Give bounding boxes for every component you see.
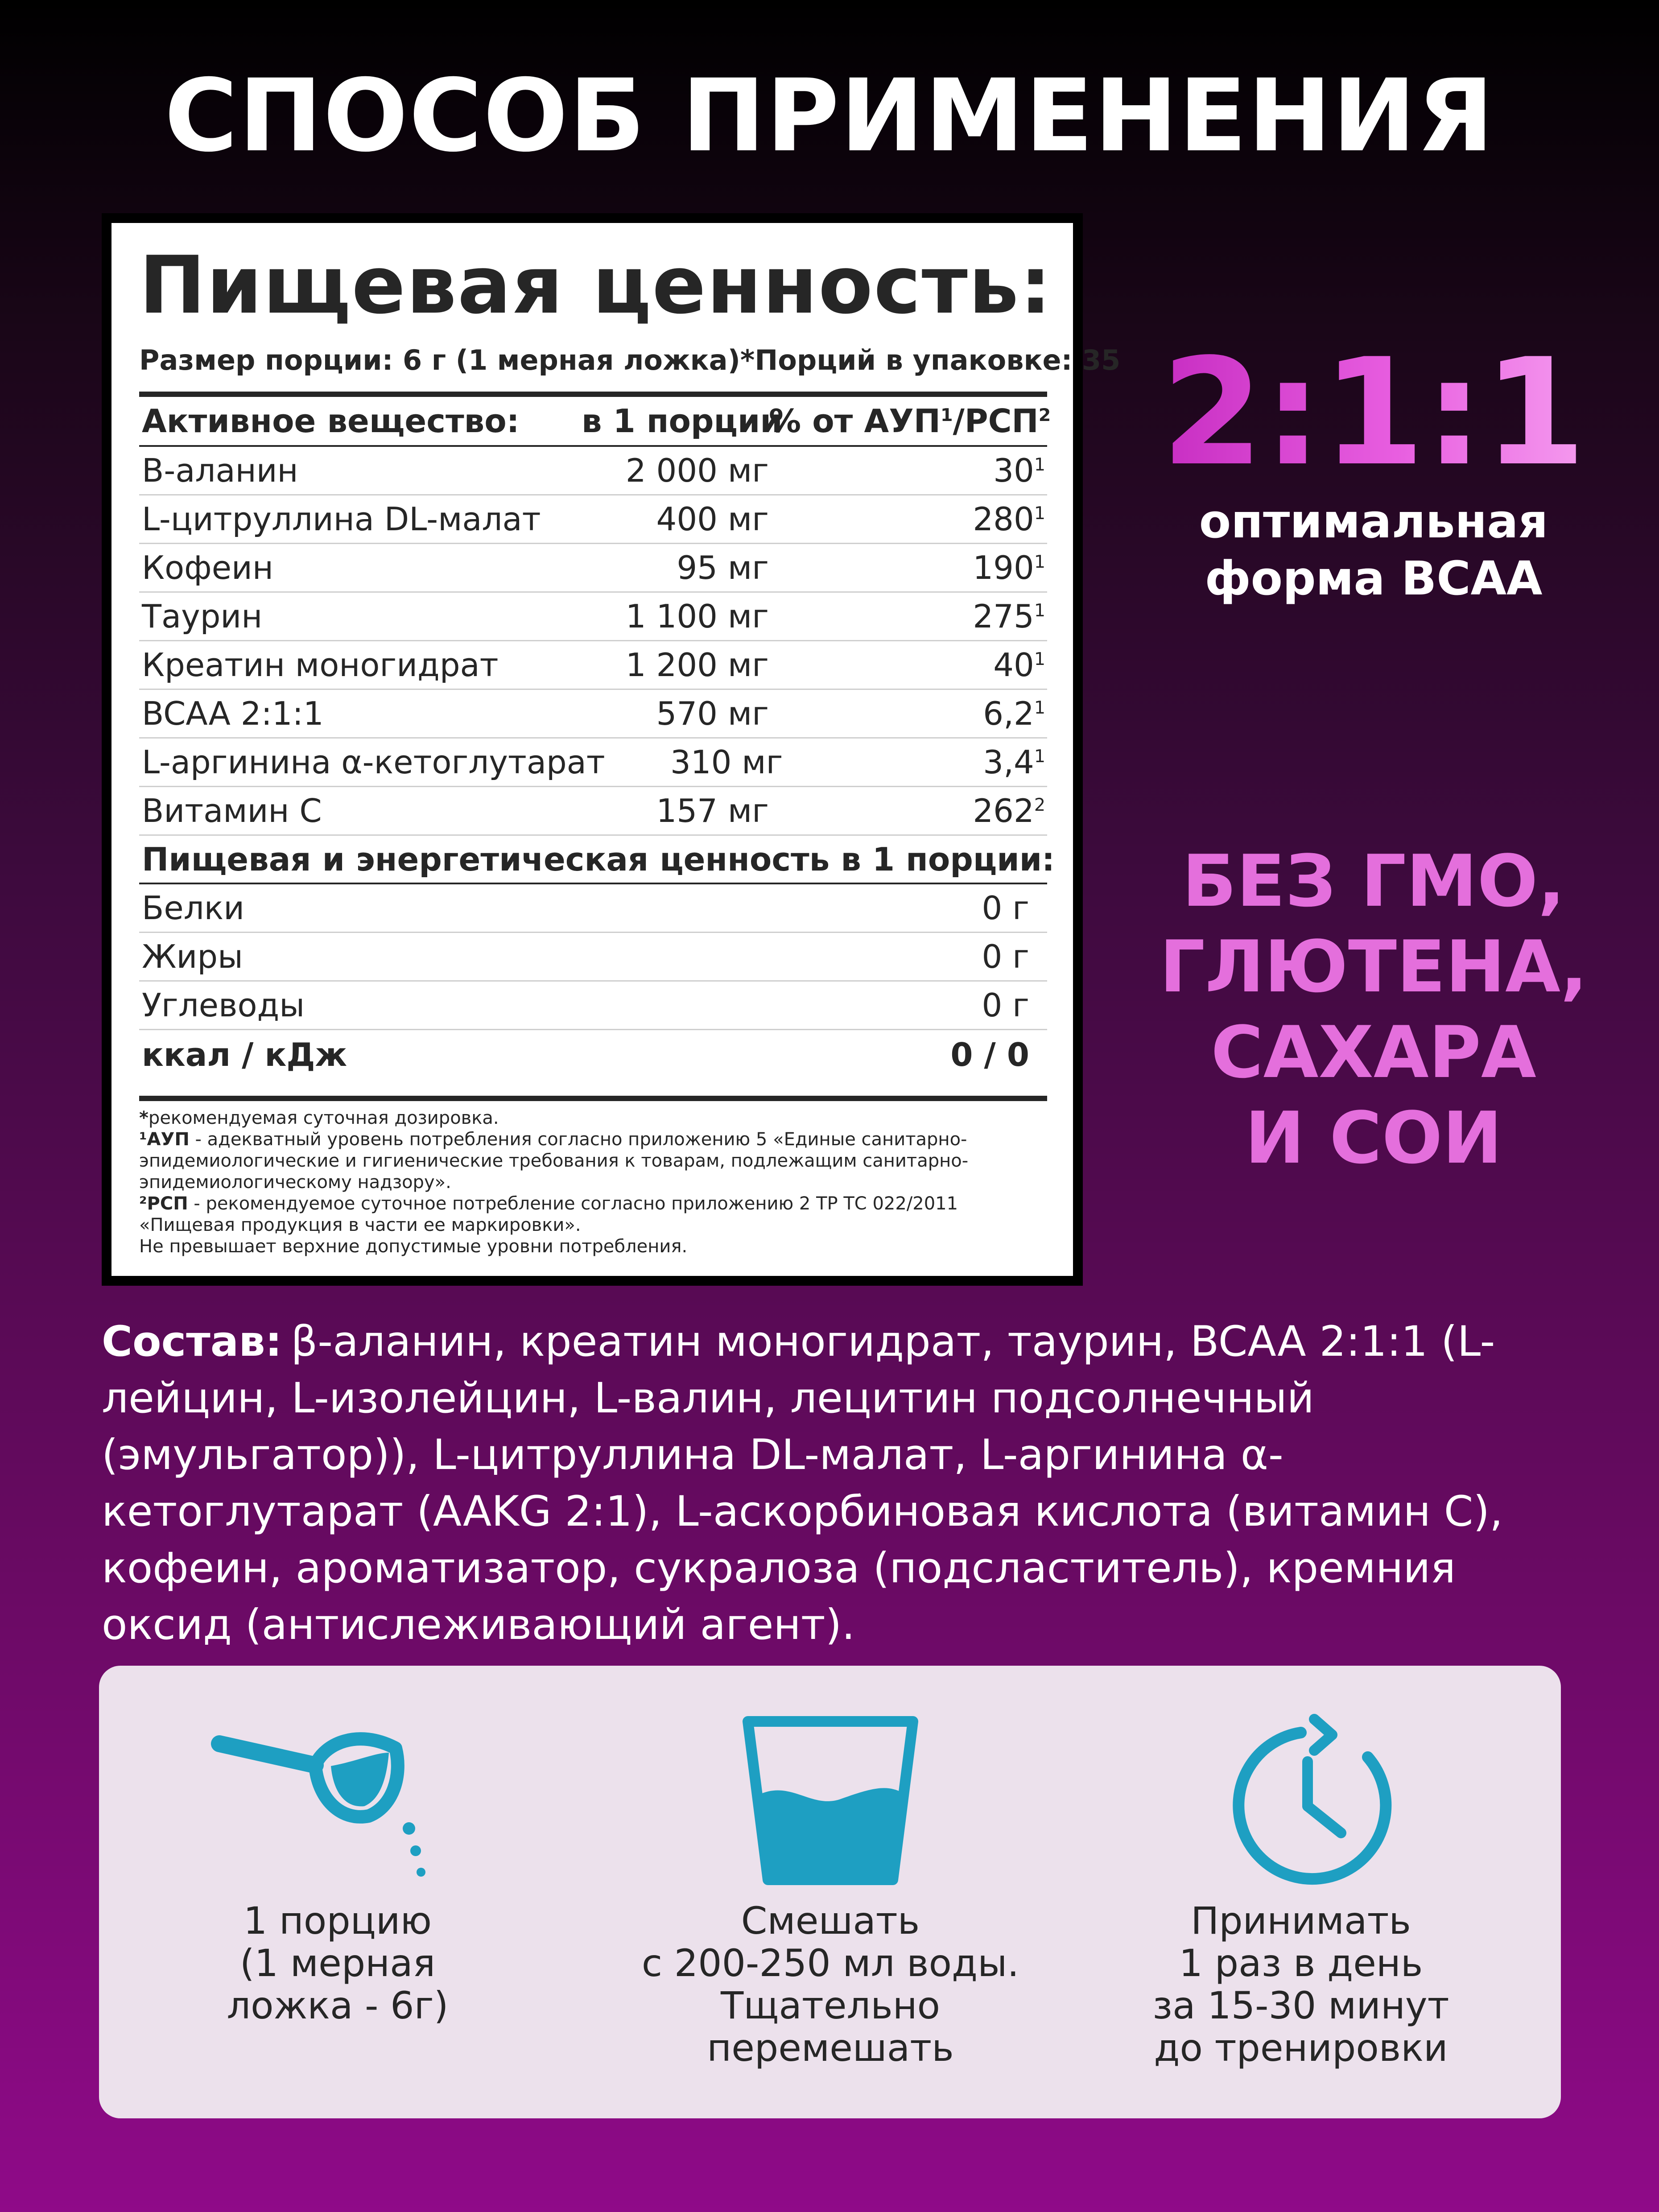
composition-text: β-аланин, креатин моногидрат, таурин, BCAA 2:1:1 (L-лейцин, L-изолейцин, L-валин, лецитин подсолнечный (эмульгатор)), L-цитруллина DL-малат, L-аргинина α-кетоглутарат (AAKG 2:1), L-аскорбиновая кислота (витамин С), кофеин, ароматизатор, сукралоза (подсластитель), кремния оксид (антислеживающий агент). (102, 1317, 1503, 1649)
table-row: Жиры 0 г (139, 933, 1047, 982)
table-row: Витамин С 157 мг $262^2$ (139, 787, 1047, 836)
footnote: *рекомендуемая суточная дозировка. (139, 1108, 499, 1128)
servings-per-pack: Порций в упаковке: 35 (755, 344, 1121, 376)
composition-label: Состав: (102, 1317, 282, 1366)
divider (139, 392, 1047, 397)
footnote: ²РСП - рекомендуемое суточное потребление согласно приложению 2 ТР ТС 022/2011 «Пищевая продукция в части ее маркировки». (139, 1193, 958, 1235)
usage-step-text: 1 порцию (1 мерная ложка - 6г) (227, 1899, 449, 2027)
table-row: Углеводы 0 г (139, 982, 1047, 1030)
usage-step-text: Принимать 1 раз в день за 15-30 минут до тренировки (1152, 1899, 1449, 2070)
page-title: СПОСОБ ПРИМЕНЕНИЯ (164, 58, 1495, 174)
free-from-claim: БЕЗ ГМО, ГЛЮТЕНА, САХАРА И СОИ (1160, 839, 1588, 1180)
usage-step-text: Смешать с 200-250 мл воды. Тщательно перемешать (641, 1899, 1019, 2070)
table-row: Белки 0 г (139, 884, 1047, 933)
table-row: В-аланин 2 000 мг $30^1$ (139, 447, 1047, 495)
column-header-percent: % от АУП$^1$/РСП$^2$ (769, 402, 1051, 440)
usage-step-timing (1078, 1666, 1524, 2118)
footnote: Не превышает верхние допустимые уровни потребления. (139, 1236, 688, 1257)
water-glass-icon (710, 1699, 951, 1904)
serving-size: Размер порции: 6 г (1 мерная ложка)* (139, 344, 755, 376)
serving-info (139, 343, 1121, 378)
divider (139, 1096, 1047, 1101)
table-row: L-аргинина α-кетоглутарат 310 мг $3,4^1$ (139, 739, 1047, 787)
energy-section-header: Пищевая и энергетическая ценность в 1 порции: (139, 836, 1047, 884)
table-row: ккал / кДж 0 / 0 (142, 1036, 1029, 1073)
footnote: ¹АУП - адекватный уровень потребления согласно приложению 5 «Единые санитарно-эпидемиологические и гигиенические требования к товарам, подлежащим санитарно-эпидемиологическому надзору». (139, 1129, 969, 1193)
usage-step-dose (115, 1666, 561, 2118)
column-header-substance: Активное вещество: (142, 402, 520, 440)
scoop-icon (210, 1699, 451, 1904)
table-row: BCAA 2:1:1 570 мг $6,2^1$ (139, 690, 1047, 739)
table-row: L-цитруллина DL-малат 400 мг $280^1$ (139, 495, 1047, 544)
usage-step-mix (607, 1666, 1053, 2118)
footnotes (139, 1107, 1047, 1257)
bcaa-ratio: 2:1:1 (1142, 337, 1605, 488)
clock-icon (1180, 1699, 1421, 1904)
composition (102, 1313, 1573, 1653)
bcaa-ratio-caption: оптимальная форма BCAA (1199, 494, 1548, 606)
usage-card (99, 1666, 1561, 2118)
column-header-per-serving: в 1 порции (582, 402, 783, 440)
table-row: Таурин 1 100 мг $275^1$ (139, 593, 1047, 641)
nutrition-facts-panel (102, 213, 1121, 1286)
table-row: Кофеин 95 мг $190^1$ (139, 544, 1047, 593)
nutrition-title: Пищевая ценность: (139, 239, 1052, 331)
table-row: Креатин моногидрат 1 200 мг $40^1$ (139, 641, 1047, 690)
table-header (139, 397, 1051, 447)
